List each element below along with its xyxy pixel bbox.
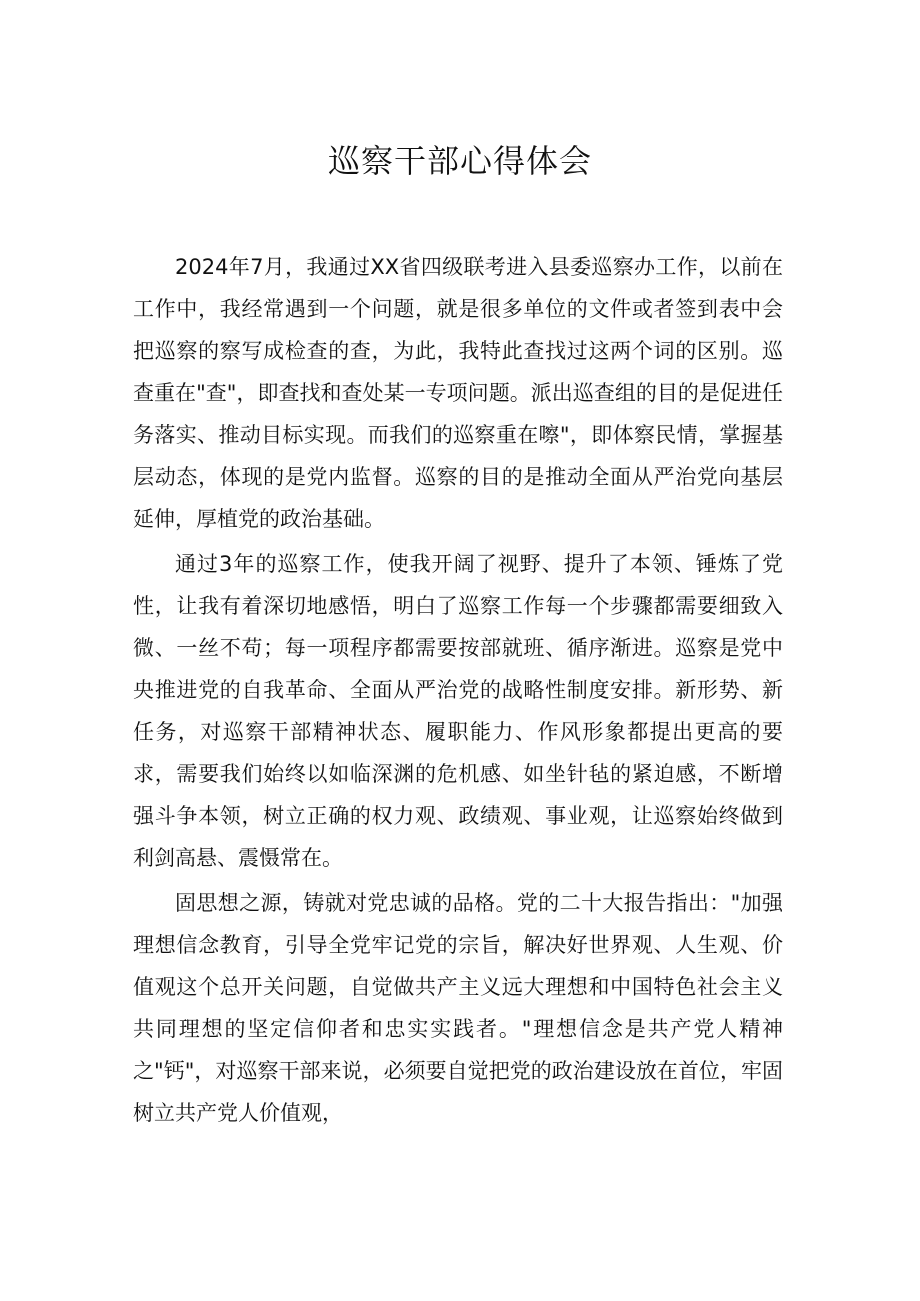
- paragraph-2: 通过3年的巡察工作，使我开阔了视野、提升了本领、锤炼了党性，让我有着深切地感悟，明白了巡察工作每一个步骤都需要细致入微、一丝不苟；每一项程序都需要按部就班、循序渐进。巡察是党中央推进党的自我革命、全面从严治党的战略性制度安排。新形势、新任务，对巡察干部精神状态、履职能力、作风形象都提出更高的要求，需要我们始终以如临深渊的危机感、如坐针毡的紧迫感，不断增强斗争本领，树立正确的权力观、政绩观、事业观，让巡察始终做到利剑高悬、震慑常在。: [133, 552, 783, 870]
- paragraph-1: 2024年7月，我通过XX省四级联考进入县委巡察办工作，以前在工作中，我经常遇到一个问题，就是很多单位的文件或者签到表中会把巡察的察写成检查的查，为此，我特此查找过这两个词的区别。巡查重在"查"，即查找和查处某一专项问题。派出巡查组的目的是促进任务落实、推动目标实现。而我们的巡察重在嚓"，即体察民情，掌握基层动态，体现的是党内监督。巡察的目的是推动全面从严治党向基层延伸，厚植党的政治基础。: [133, 255, 783, 531]
- paragraph-3: 固思想之源，铸就对党忠诚的品格。党的二十大报告指出："加强理想信念教育，引导全党牢记党的宗旨，解决好世界观、人生观、价值观这个总开关问题，自觉做共产主义远大理想和中国特色社会主义共同理想的坚定信仰者和忠实实践者。"理想信念是共产党人精神之"钙"，对巡察干部来说，必须要自觉把党的政治建设放在首位，牢固树立共产党人价值观，: [133, 891, 783, 1125]
- document-body: [133, 246, 783, 1134]
- page-title: 巡察干部心得体会: [327, 142, 592, 180]
